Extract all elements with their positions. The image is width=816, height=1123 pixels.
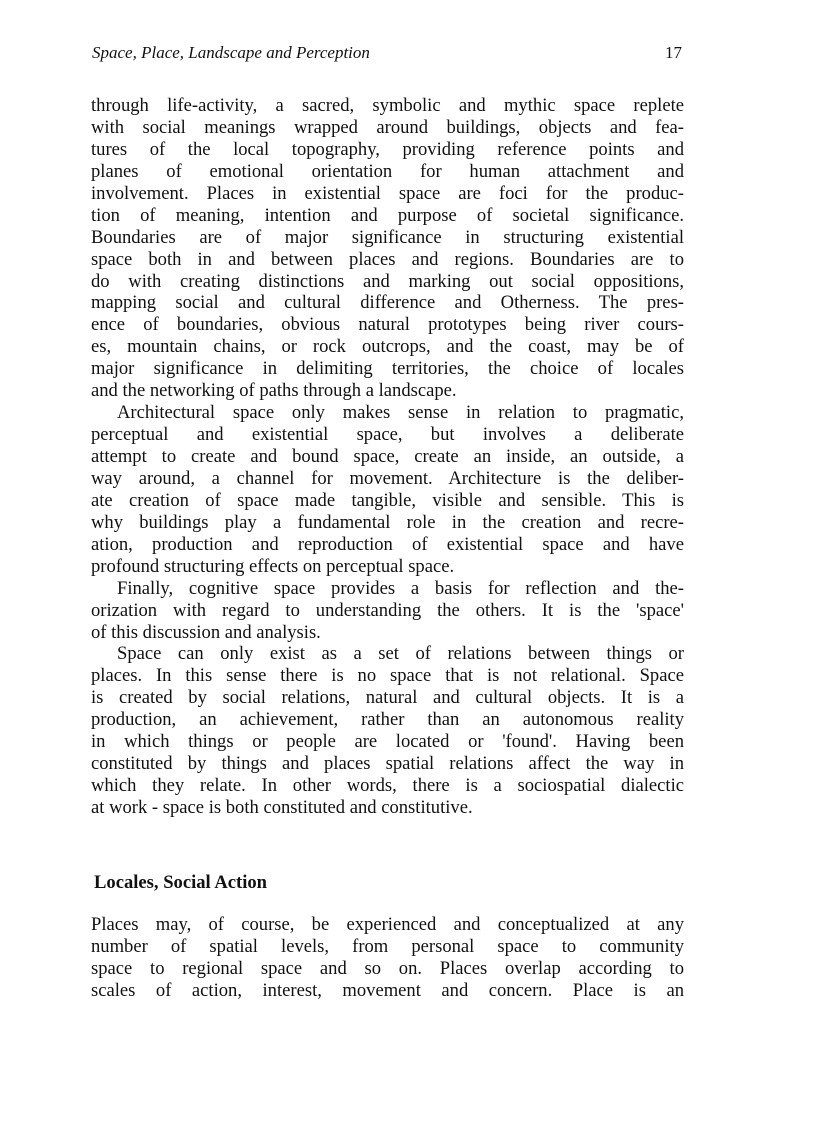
body-text bbox=[91, 95, 684, 819]
text-line: in which things or people are located or 'found'. Having been bbox=[91, 731, 684, 753]
section-heading: Locales, Social Action bbox=[94, 872, 268, 893]
text-line: Boundaries are of major significance in structuring existential bbox=[91, 226, 684, 248]
text-line: perceptual and existential space, but involves a deliberate bbox=[91, 424, 684, 446]
text-line: Finally, cognitive space provides a basis for reflection and the- bbox=[117, 577, 684, 599]
text-line: at work - space is both constituted and constitutive. bbox=[91, 797, 473, 818]
paragraph bbox=[91, 578, 684, 644]
text-line: number of spatial levels, from personal space to community bbox=[91, 935, 684, 957]
text-line: planes of emotional orientation for human attachment and bbox=[91, 160, 684, 182]
text-line: tures of the local topography, providing reference points and bbox=[91, 138, 684, 160]
paragraph bbox=[91, 95, 684, 402]
text-line: orization with regard to understanding the others. It is the 'space' bbox=[91, 599, 684, 621]
text-line: involvement. Places in existential space are foci for the produc- bbox=[91, 182, 684, 204]
text-line: do with creating distinctions and marking out social oppositions, bbox=[91, 270, 684, 292]
text-line: way around, a channel for movement. Architecture is the deliber- bbox=[91, 467, 684, 489]
paragraph bbox=[91, 402, 684, 578]
paragraph bbox=[91, 643, 684, 819]
text-line: space to regional space and so on. Places overlap according to bbox=[91, 957, 684, 979]
text-line: Space can only exist as a set of relations between things or bbox=[117, 643, 684, 665]
section-body-text bbox=[91, 914, 684, 1002]
text-line: ation, production and reproduction of existential space and have bbox=[91, 533, 684, 555]
running-head-title: Space, Place, Landscape and Perception bbox=[92, 43, 370, 62]
text-line: with social meanings wrapped around buildings, objects and fea- bbox=[91, 116, 684, 138]
running-head bbox=[92, 43, 682, 65]
text-line: production, an achievement, rather than an autonomous reality bbox=[91, 709, 684, 731]
text-line: Places may, of course, be experienced and conceptualized at any bbox=[91, 914, 684, 935]
text-line: which they relate. In other words, there is a sociospatial dialectic bbox=[91, 775, 684, 797]
text-line: es, mountain chains, or rock outcrops, and the coast, may be of bbox=[91, 336, 684, 358]
text-line: is created by social relations, natural and cultural objects. It is a bbox=[91, 687, 684, 709]
text-line: places. In this sense there is no space that is not relational. Space bbox=[91, 665, 684, 687]
text-line: space both in and between places and regions. Boundaries are to bbox=[91, 248, 684, 270]
text-line: ate creation of space made tangible, visible and sensible. This is bbox=[91, 489, 684, 511]
text-line: tion of meaning, intention and purpose of societal significance. bbox=[91, 204, 684, 226]
text-line: Architectural space only makes sense in relation to pragmatic, bbox=[117, 402, 684, 424]
text-line: mapping social and cultural difference and Otherness. The pres- bbox=[91, 292, 684, 314]
text-line: why buildings play a fundamental role in the creation and recre- bbox=[91, 511, 684, 533]
text-line: attempt to create and bound space, create an inside, an outside, a bbox=[91, 446, 684, 467]
text-line: major significance in delimiting territories, the choice of locales bbox=[91, 358, 684, 380]
text-line: through life-activity, a sacred, symbolic and mythic space replete bbox=[91, 95, 684, 116]
text-line: and the networking of paths through a landscape. bbox=[91, 380, 457, 402]
page-number: 17 bbox=[665, 43, 682, 62]
text-line: ence of boundaries, obvious natural prototypes being river cours- bbox=[91, 314, 684, 336]
text-line: constituted by things and places spatial relations affect the way in bbox=[91, 753, 684, 775]
paragraph bbox=[91, 914, 684, 1002]
text-line: profound structuring effects on perceptual space. bbox=[91, 555, 455, 577]
text-line: of this discussion and analysis. bbox=[91, 621, 321, 643]
text-line: scales of action, interest, movement and concern. Place is an bbox=[91, 979, 684, 1001]
